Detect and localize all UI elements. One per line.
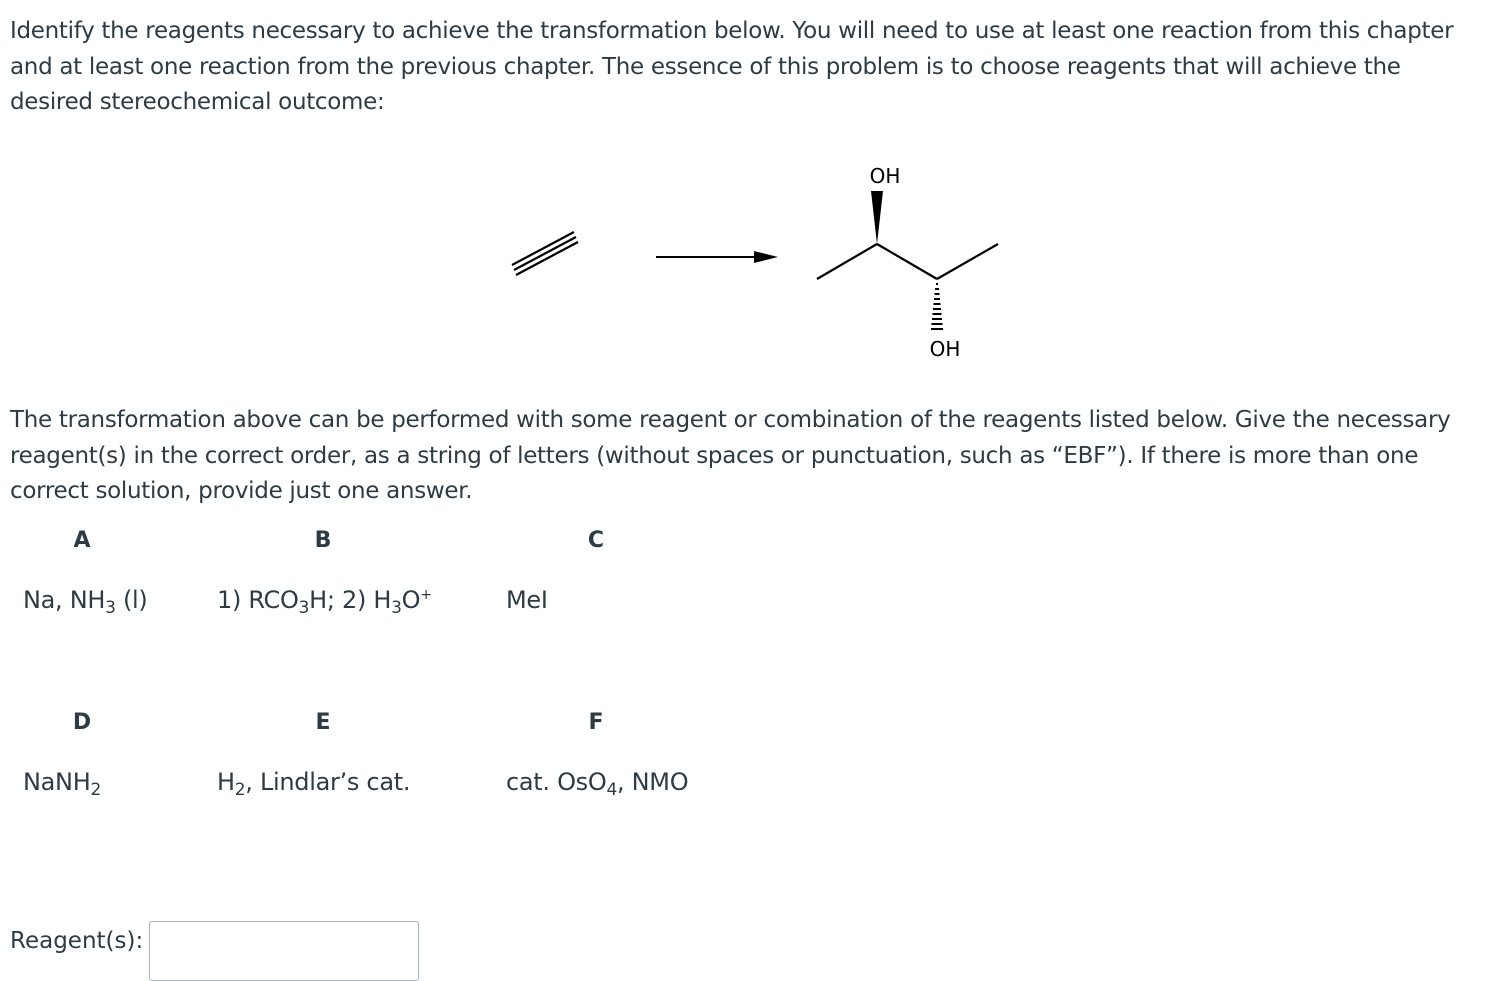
- question-intro: Identify the reagents necessary to achieve the transformation below. You will need to use at least one reaction from this chapter and at least one reaction from the previous chapter. The essence of this problem is to choose reagents that will achieve the desired stereochemical outcome:: [10, 18, 1454, 115]
- reagent-a: Na, $NH_3$ (l): [23, 586, 148, 618]
- reagent-letter-e: E: [315, 710, 331, 735]
- reagent-c: MeI: [506, 586, 548, 614]
- oh-label-bottom: OH: [929, 337, 961, 361]
- reagent-letter-f: F: [588, 710, 604, 735]
- acetylene-structure: [512, 232, 578, 275]
- reagent-e: $H_2$, Lindlar’s cat.: [217, 768, 411, 800]
- reagent-letter-a: A: [73, 528, 91, 553]
- reagent-letter-d: D: [72, 710, 92, 735]
- reaction-arrow: [656, 251, 778, 263]
- reagent-b: 1) $RCO_3H$; 2) $H_3O^+$: [217, 586, 432, 618]
- question-instructions: The transformation above can be performed with some reagent or combination of the reagents listed below. Give the necessary reagent(s) in the correct order, as a string of letters (without spaces or punctuation, such as “EBF”). If there is more than one correct solution, provide just one answer.: [10, 407, 1451, 504]
- reagent-d: NaNH$_2$: [23, 768, 101, 800]
- oh-label-top: OH: [869, 164, 901, 188]
- answer-label: Reagent(s):: [10, 928, 144, 954]
- diol-product-structure: [817, 244, 998, 279]
- reagent-letter-c: C: [587, 528, 605, 553]
- reagent-letter-b: B: [314, 528, 332, 553]
- hash-bond: [931, 284, 943, 329]
- wedge-bond: [871, 191, 883, 244]
- reaction-scheme: [0, 150, 1508, 380]
- reagents-answer-input[interactable]: [149, 921, 419, 981]
- reagent-f: cat. OsO$_4$, NMO: [506, 768, 689, 800]
